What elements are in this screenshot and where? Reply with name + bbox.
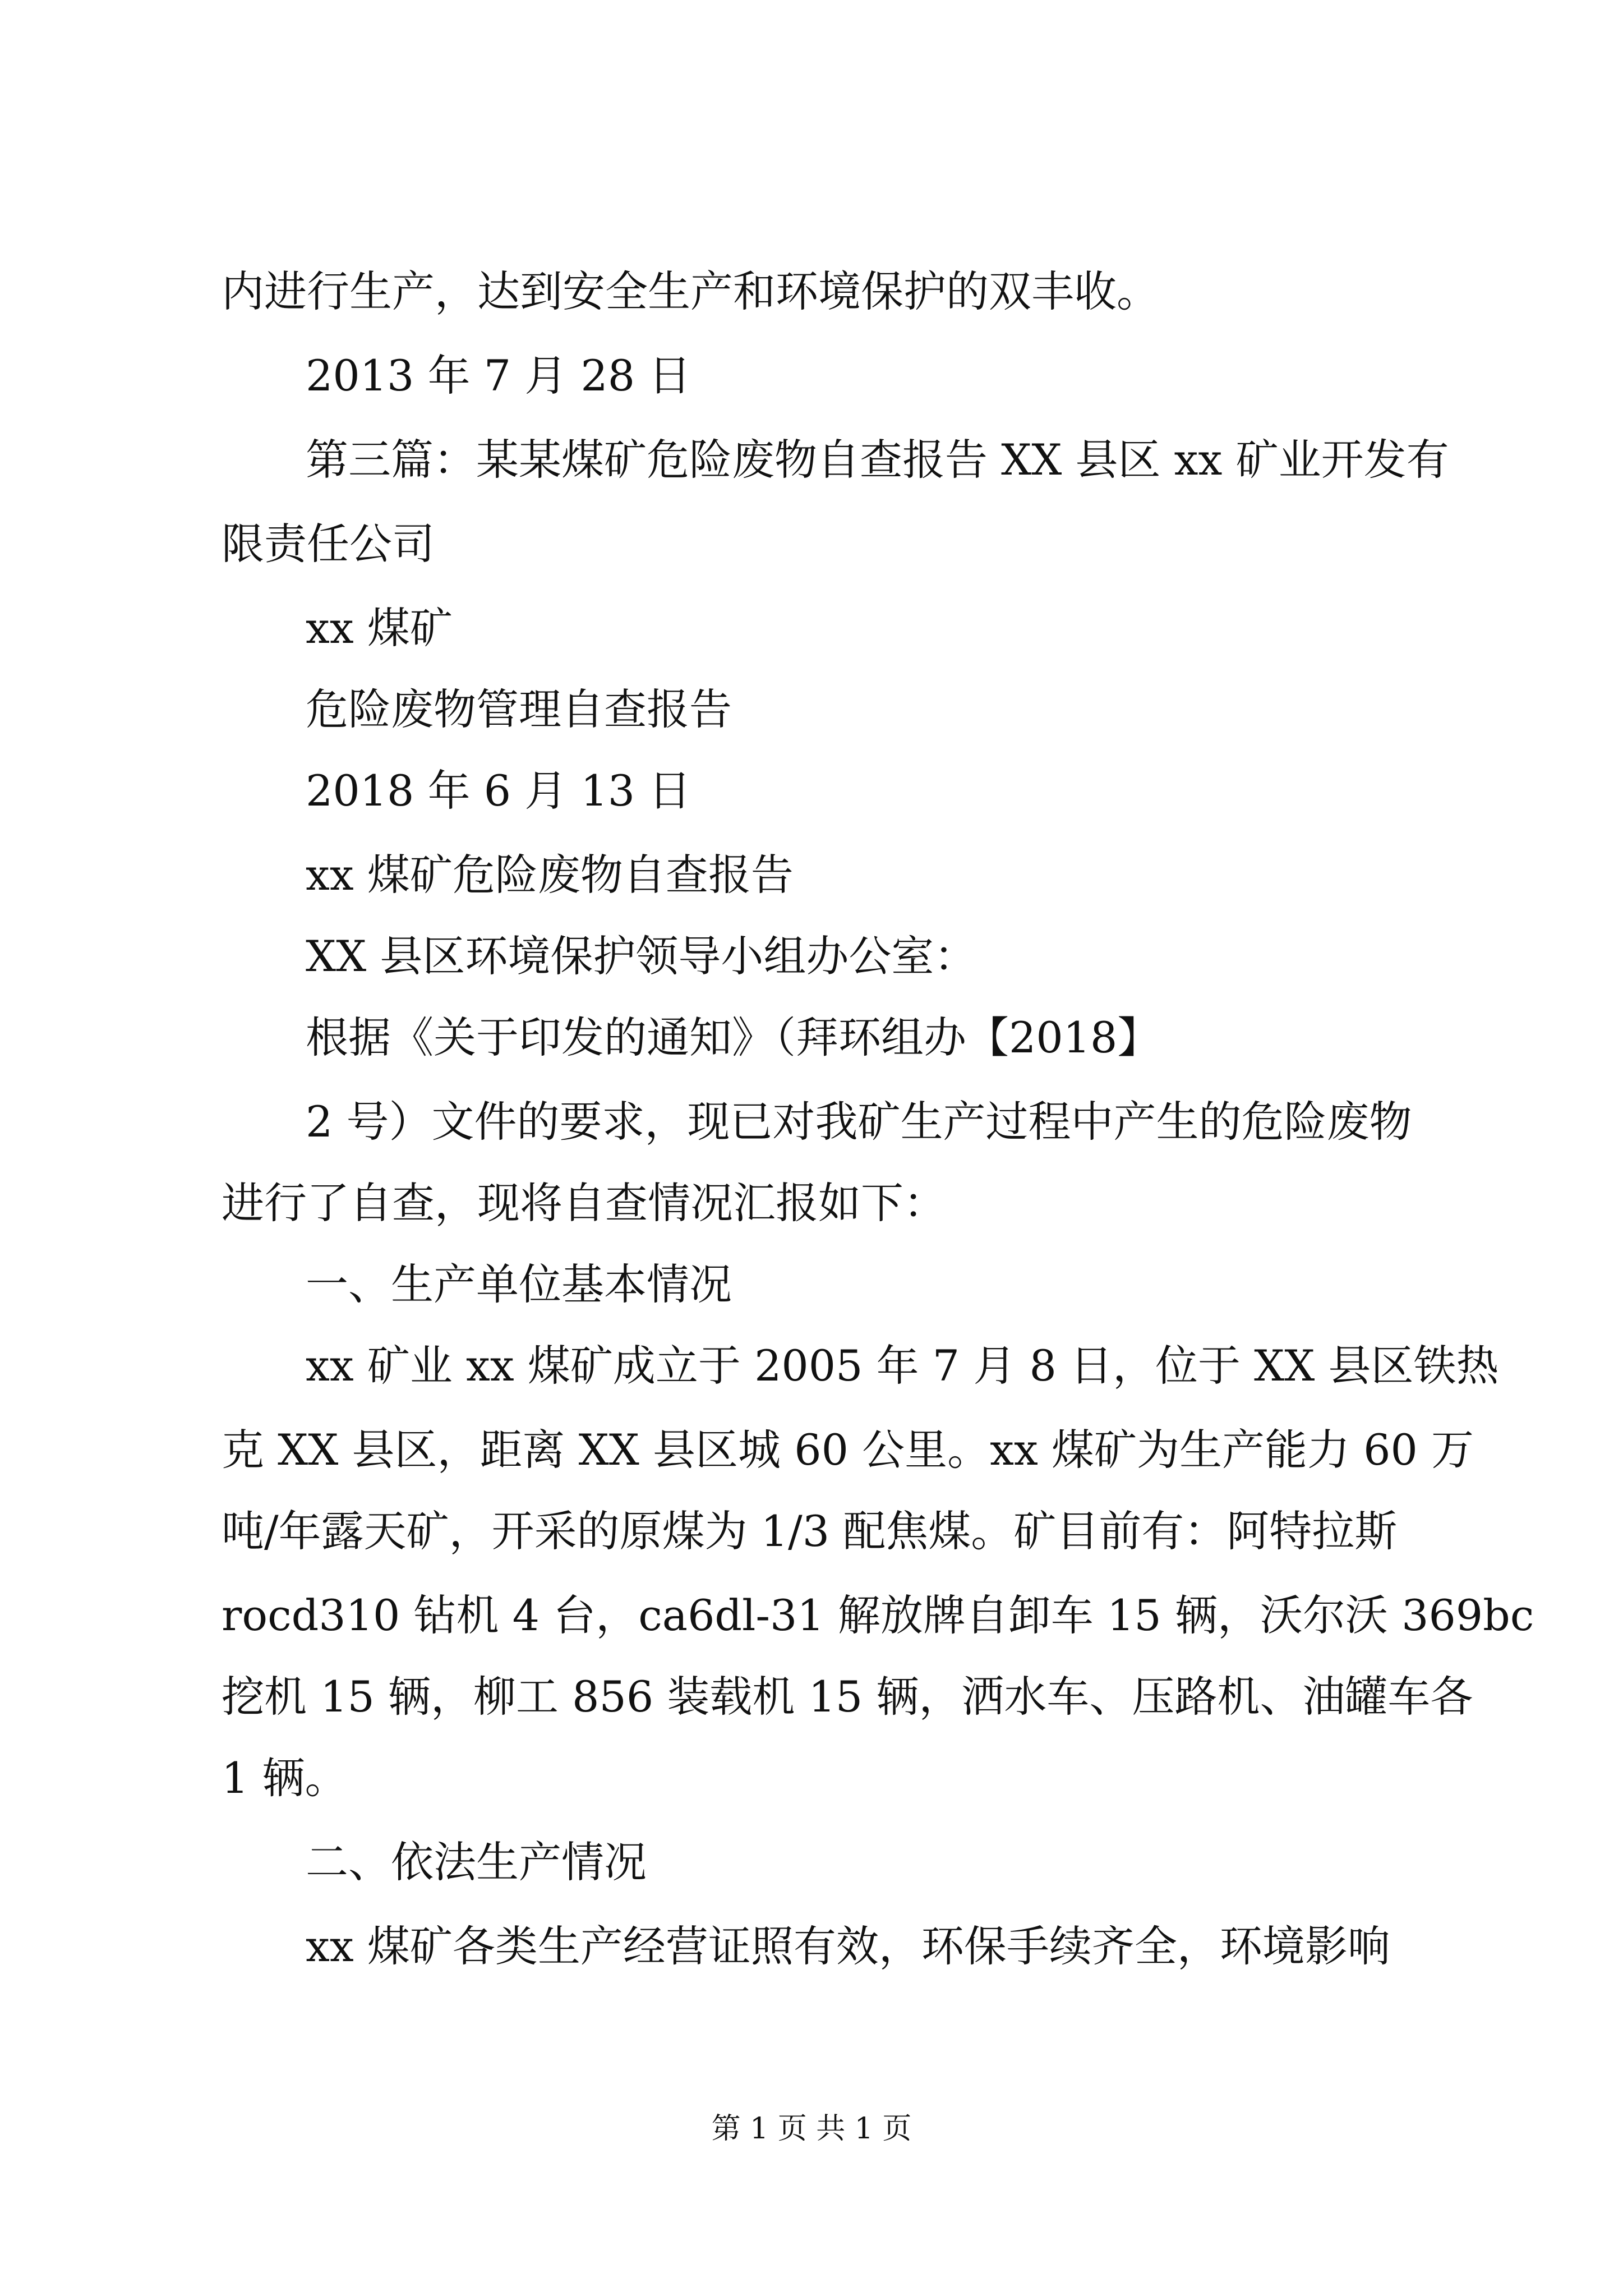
text-line-18: 挖机 15 辆，柳工 856 装载机 15 辆，洒水车、压路机、油罐车各 bbox=[222, 1672, 1473, 1722]
text-line-14: xx 矿业 xx 煤矿成立于 2005 年 7 月 8 日，位于 XX 县区铁热 bbox=[306, 1341, 1499, 1391]
page-footer: 第 1 页 共 1 页 bbox=[711, 2112, 912, 2146]
text-line-15: 克 XX 县区，距离 XX 县区城 60 公里。xx 煤矿为生产能力 60 万 bbox=[222, 1425, 1474, 1475]
report-title-line: 危险废物管理自查报告 bbox=[306, 684, 732, 734]
section-title-line: 第三篇：某某煤矿危险废物自查报告 XX 县区 xx 矿业开发有 bbox=[306, 435, 1449, 485]
section-title-continuation: 限责任公司 bbox=[222, 519, 435, 569]
addressee-line: XX 县区环境保护领导小组办公室： bbox=[306, 931, 977, 981]
text-line-17: rocd310 钻机 4 台，ca6dl-31 解放牌自卸车 15 辆，沃尔沃 369bc bbox=[222, 1590, 1534, 1640]
text-line-10: 根据《关于印发的通知》（拜环组办【2018】 bbox=[306, 1013, 1160, 1062]
text-line-12: 进行了自查，现将自查情况汇报如下： bbox=[222, 1178, 946, 1228]
heading-legal-production: 二、依法生产情况 bbox=[306, 1837, 647, 1887]
date-line-2: 2018 年 6 月 13 日 bbox=[306, 766, 691, 816]
heading-basic-info: 一、生产单位基本情况 bbox=[306, 1259, 732, 1309]
report-heading-line: xx 煤矿危险废物自查报告 bbox=[306, 850, 794, 900]
mine-name-line: xx 煤矿 bbox=[306, 603, 453, 653]
text-line-1: 内进行生产，达到安全生产和环境保护的双丰收。 bbox=[222, 266, 1159, 316]
text-line-21: xx 煤矿各类生产经营证照有效，环保手续齐全，环境影响 bbox=[306, 1921, 1390, 1971]
text-line-11: 2 号）文件的要求，现已对我矿生产过程中产生的危险废物 bbox=[306, 1097, 1412, 1147]
date-line-1: 2013 年 7 月 28 日 bbox=[306, 351, 691, 401]
text-line-19: 1 辆。 bbox=[222, 1753, 348, 1803]
text-line-16: 吨/年露天矿，开采的原煤为 1/3 配焦煤。矿目前有：阿特拉斯 bbox=[222, 1506, 1398, 1556]
